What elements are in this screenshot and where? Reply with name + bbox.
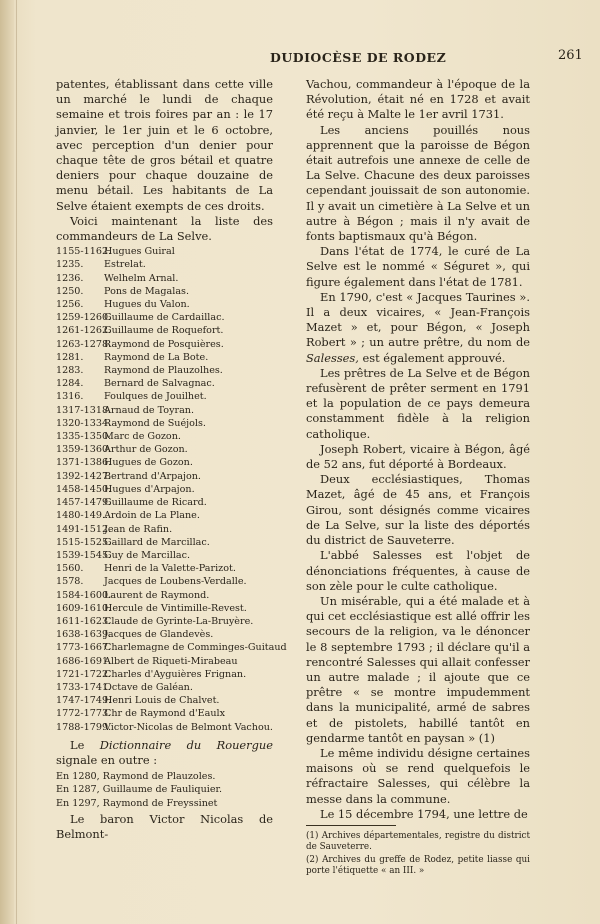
list-item: [56, 377, 273, 390]
list-item-years: 1259-1260.: [56, 312, 112, 324]
binding-shadow: [0, 0, 14, 924]
list-item: [56, 324, 273, 337]
list-item-years: 1335-1350.: [56, 431, 112, 443]
list-item-years: 1609-1610.: [56, 602, 112, 614]
list-item-name: Charles d'Ayguières Frignan.: [104, 668, 247, 680]
list-item-years: 1747-1749.: [56, 695, 112, 707]
list-item-name: Octave de Galéan.: [104, 681, 193, 693]
list-item-years: 1371-1386.: [56, 457, 112, 469]
text-run: Le: [70, 737, 100, 752]
list-item-years: 1263-1278.: [56, 338, 112, 350]
list-item: [56, 456, 273, 469]
list-item-years: 1320-1334.: [56, 417, 112, 429]
list-item-years: 1611-1623.: [56, 615, 112, 627]
list-item: [56, 298, 273, 311]
reference-list: [56, 770, 273, 810]
list-item-years: 1491-1512.: [56, 523, 112, 535]
list-item-name: Claude de Gyrinte-La-Bruyère.: [104, 615, 254, 627]
list-item: [56, 549, 273, 562]
list-item-years: 1584-1600.: [56, 589, 112, 601]
list-item-name: Raymond de Posquières.: [104, 338, 224, 350]
list-item: En 1297, Raymond de Freyssinet: [56, 797, 218, 809]
emphasis: Salesses,: [306, 350, 359, 365]
list-item-years: 1773-1667.: [56, 642, 112, 654]
list-item-years: 1721-1722.: [56, 668, 112, 680]
list-item: [56, 245, 273, 258]
list-item: [56, 285, 273, 298]
list-item: [56, 721, 273, 734]
list-item-name: Ardoin de La Plane.: [104, 510, 200, 522]
list-item-years: 1480-149..: [56, 510, 109, 522]
list-item-name: Hugues de Gozon.: [104, 457, 193, 469]
list-item-name: Hugues du Valon.: [104, 299, 190, 311]
list-item-name: Raymond de Plauzolhes.: [104, 365, 223, 377]
text-run: En 1790, c'est « Jacques Taurines ». Il a deux vicaires, « Jean-François Mazet » et, pour Bégon, « Joseph Robert » ; un autre prêtre, du nom de: [306, 289, 530, 350]
footnote: (1) Archives départementales, registre du district de Sauveterre.: [306, 830, 530, 852]
paragraph: Voici maintenant la liste des commandeurs de La Selve.: [56, 213, 273, 244]
list-item-name: Raymond de Suéjols.: [104, 417, 206, 429]
list-item-years: 1359-1360.: [56, 444, 112, 456]
list-item-years: 1283.: [56, 365, 84, 377]
list-item-name: Henri de la Valette-Parizot.: [104, 563, 236, 575]
paragraph: Le baron Victor Nicolas de Belmont-: [56, 811, 273, 841]
list-item-name: Charlemagne de Comminges-Guitaud: [104, 642, 287, 654]
list-item: [56, 641, 287, 654]
list-item-name: Albert de Riqueti-Mirabeau: [104, 655, 238, 667]
list-item: [56, 351, 273, 364]
list-item-name: Bertrand d'Arpajon.: [104, 470, 201, 482]
list-item: [56, 523, 273, 536]
page-number: 261: [558, 48, 583, 63]
list-item-years: 1686-1691.: [56, 655, 112, 667]
list-item-years: 1560.: [56, 563, 84, 575]
list-item-years: 1788-1799.: [56, 721, 112, 733]
list-item: [56, 589, 273, 602]
paragraph: Joseph Robert, vicaire à Bégon, âgé de 52 ans, fut déporté à Bordeaux.: [306, 441, 530, 472]
list-item-name: Gaillard de Marcillac.: [104, 536, 210, 548]
list-item-name: Guillaume de Roquefort.: [104, 325, 224, 337]
list-item: [56, 258, 273, 271]
footnote: (2) Archives du greffe de Rodez, petite liasse qui porte l'étiquette « an III. »: [306, 854, 530, 876]
right-column: [306, 77, 530, 877]
list-item-years: 1457-1479.: [56, 497, 112, 509]
list-item-name: Victor-Nicolas de Belmont Vachou.: [104, 721, 273, 733]
list-item-name: Henri Louis de Chalvet.: [104, 695, 220, 707]
list-item-name: Guy de Marcillac.: [104, 549, 191, 561]
paragraph: Les prêtres de La Selve et de Bégon refusèrent de prêter serment en 1791 et la population de ce pays demeura constamment fidèle à la religion catholique.: [306, 365, 530, 441]
list-item-name: Hercule de Vintimille-Revest.: [104, 602, 247, 614]
list-item: [56, 483, 273, 496]
list-item: [56, 575, 273, 588]
list-item: [56, 364, 273, 377]
list-item: [56, 668, 273, 681]
list-item-name: Marc de Gozon.: [104, 431, 181, 443]
list-item: [56, 404, 273, 417]
list-item-name: Bernard de Salvagnac.: [104, 378, 215, 390]
list-item-years: 1733-1741.: [56, 681, 112, 693]
list-item-years: 1772-1773.: [56, 708, 112, 720]
list-item-years: 1317-1318.: [56, 404, 112, 416]
list-item-years: 1578.: [56, 576, 84, 588]
text-run: signale en outre :: [56, 752, 158, 767]
list-item: [56, 602, 273, 615]
list-item: [56, 338, 273, 351]
book-title: Dictionnaire du Rouergue: [99, 737, 273, 752]
list-item: [56, 443, 273, 456]
list-item: [56, 470, 273, 483]
left-column: [56, 77, 287, 842]
paragraph: [56, 738, 273, 768]
paragraph: [306, 290, 530, 366]
list-item: [56, 272, 273, 285]
list-item: [56, 681, 273, 694]
list-item: [56, 430, 273, 443]
binding-line: [16, 0, 17, 924]
list-item-name: Hugues Guiral: [104, 246, 175, 258]
paragraph: Deux ecclésiastiques, Thomas Mazet, âgé de 45 ans, et François Girou, sont désignés comme vicaires de La Selve, sur la liste des déportés du district de Sauveterre.: [306, 472, 530, 548]
list-item-years: 1515-1525.: [56, 536, 112, 548]
list-item-name: Jacques de Loubens-Verdalle.: [104, 576, 247, 588]
list-item-name: Pons de Magalas.: [104, 285, 190, 297]
list-item-name: Foulques de Jouilhet.: [104, 391, 207, 403]
list-item-years: 1256.: [56, 299, 84, 311]
list-item-years: 1236.: [56, 272, 84, 284]
list-item-name: Laurent de Raymond.: [104, 589, 210, 601]
list-item-name: Raymond de La Bote.: [104, 351, 209, 363]
list-item-name: Jean de Rafin.: [104, 523, 173, 535]
list-item-name: Hugues d'Arpajon.: [104, 483, 195, 495]
paragraph: Les anciens pouillés nous apprennent que la paroisse de Bégon était autrefois une annexe de celle de La Selve. Chacune des deux paroisses cependant jouissait de son autonomie. Il y avait un cimetière à La Selve et un autre à Bégon ; mais il n'y avait de fonts baptismaux qu'à Bégon.: [306, 122, 530, 244]
paragraph: Dans l'état de 1774, le curé de La Selve est le nommé « Séguret », qui figure également dans l'état de 1781.: [306, 244, 530, 289]
list-item-name: Estrelat.: [104, 259, 146, 271]
list-item: [56, 311, 273, 324]
list-item: [56, 562, 273, 575]
paragraph: Le 15 décembre 1794, une lettre de: [320, 806, 528, 821]
list-item-name: Guillaume de Ricard.: [104, 497, 207, 509]
list-item: En 1280, Raymond de Plauzoles.: [56, 771, 216, 783]
list-item-years: 1250.: [56, 285, 84, 297]
list-item-name: Chr de Raymond d'Eaulx: [104, 708, 226, 720]
list-item-years: 1284.: [56, 378, 84, 390]
list-item: [56, 536, 273, 549]
list-item: [56, 509, 273, 522]
list-item: [56, 615, 273, 628]
list-item: En 1287, Guillaume de Fauliquier.: [56, 784, 223, 796]
list-item-name: Guillaume de Cardaillac.: [104, 312, 225, 324]
list-item-years: 1261-1262.: [56, 325, 112, 337]
list-item: [56, 417, 273, 430]
list-item-years: 1392-1427.: [56, 470, 112, 482]
list-item: [56, 694, 273, 707]
paragraph: Vachou, commandeur à l'époque de la Révolution, était né en 1728 et avait été reçu à Malte le 1er avril 1731.: [306, 77, 530, 122]
list-item: [56, 496, 273, 509]
list-item-name: Arnaud de Toyran.: [104, 404, 195, 416]
text-run: est également approuvé.: [358, 350, 506, 365]
list-item-name: Jacques de Glandevès.: [104, 629, 214, 641]
list-item-years: 1316.: [56, 391, 84, 403]
footnote-rule: [306, 825, 396, 826]
list-item-years: 1155-1162.: [56, 246, 112, 258]
list-item: [56, 628, 273, 641]
list-item-years: 1281.: [56, 351, 84, 363]
commander-list: [56, 245, 287, 734]
list-item-name: Arthur de Gozon.: [104, 444, 188, 456]
list-item: [56, 390, 273, 403]
list-item-years: 1638-1639.: [56, 629, 112, 641]
list-item-years: 1458-1450.: [56, 483, 112, 495]
paragraph: Le même individu désigne certaines maisons où se rend quelquefois le réfractaire Salesses, qui célèbre la messe dans la commune.: [306, 745, 530, 806]
paragraph: patentes, établissant dans cette ville un marché le lundi de chaque semaine et trois foires par an : le 17 janvier, le 1er juin et le 6 octobre, avec perception d'un denier pour chaque tête de gros bétail et quatre deniers pour chaque douzaine de menu bétail. Les habitants de La Selve étaient exempts de ces droits.: [56, 77, 273, 213]
list-item-years: 1235.: [56, 259, 84, 271]
paragraph: L'abbé Salesses est l'objet de dénonciations fréquentes, à cause de son zèle pour le culte catholique.: [306, 548, 530, 593]
list-item-name: Welhelm Arnal.: [104, 272, 179, 284]
list-item: [56, 655, 273, 668]
list-item: [56, 707, 273, 720]
running-header: [0, 50, 600, 70]
list-item-years: 1539-1545.: [56, 549, 112, 561]
paragraph: Un misérable, qui a été malade et à qui cet ecclésiastique est allé offrir les secours de la religion, va le dénoncer le 8 septembre 1793 ; il déclare qu'il a rencontré Salesses qui allait confesser un autre malade ; il ajoute que ce prêtre « se montre impudemment dans la municipalité, armé de sabres et de pistolets, habillé tantôt en gendarme tantôt en paysan » (1): [306, 593, 530, 745]
running-title: DUDIOCÈSE DE RODEZ: [270, 50, 447, 65]
